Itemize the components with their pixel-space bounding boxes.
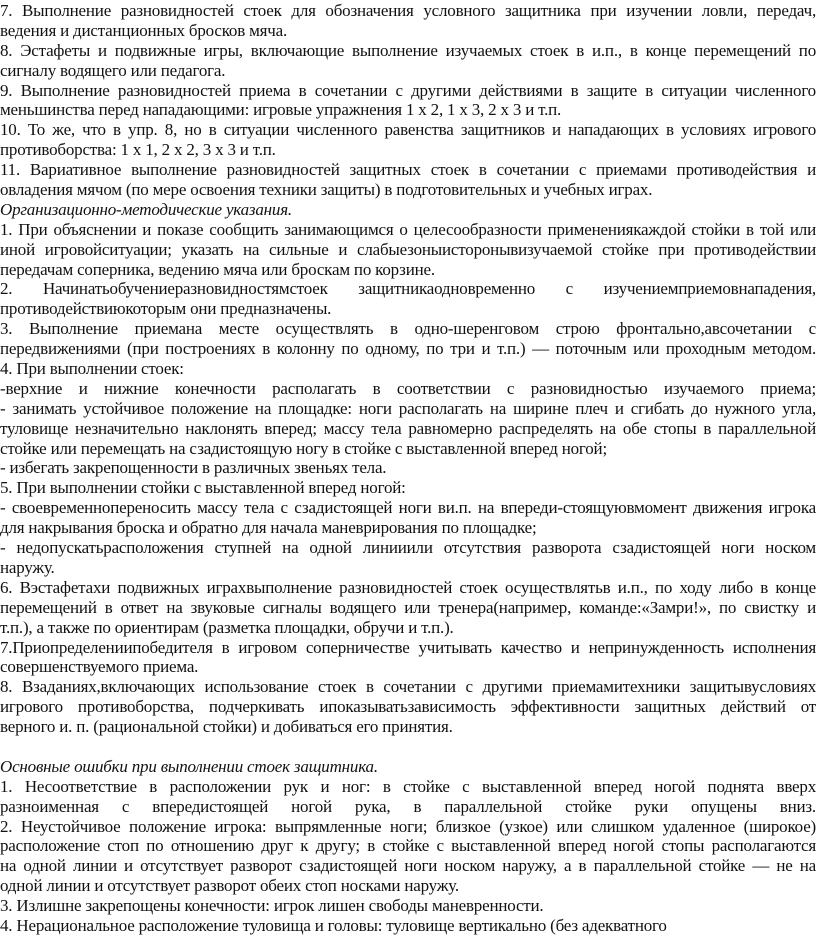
text-line: 4. При выполнении стоек: bbox=[0, 359, 184, 379]
text-line: перемещений в ответ на звуковые сигналы водящего или тренера(например, команде:«Замри!», по свистку и bbox=[0, 597, 816, 617]
section-heading-line: Организационно-методические указания. bbox=[0, 199, 292, 219]
text-line: 8. Эстафеты и подвижные игры, включающие выполнение изучаемых стоек в и.п., в конце перемещений по bbox=[0, 40, 816, 60]
text-line: -верхние и нижние конечности располагать в соответствии с разновидностью изучаемого приема; bbox=[0, 378, 816, 398]
text-line: 1. Несоответствие в расположении рук и ног: в стойке с выставленной вперед ногой поднята вверх bbox=[0, 776, 816, 796]
text-line: совершенствуемого приема. bbox=[0, 657, 199, 677]
text-line: разноименная с впередистоящей ногой рука, в параллельной стойке руки опущены вниз. bbox=[0, 796, 816, 816]
text-line: ведения и дистанционных бросков мяча. bbox=[0, 20, 288, 40]
text-line: верного и. п. (рациональной стойки) и добиваться его принятия. bbox=[0, 717, 453, 737]
text-line: 10. То же, что в упр. 8, но в ситуации численного равенства защитников и нападающих в условиях игрового bbox=[0, 120, 816, 140]
text-line: стойке или перемещать на сзадистоящую ногу в стойке с выставленной вперед ногой; bbox=[0, 438, 607, 458]
text-line: 11. Вариативное выполнение разновидностей защитных стоек в сочетании с приемами противодействия и bbox=[0, 160, 816, 180]
text-line: передвижениями (при построениях в колонну по одному, по три и т.п.) — поточным или проходным методом. bbox=[0, 339, 816, 359]
text-line: на одной линии и отсутствует разворот сзадистоящей ноги носком наружу, а в параллельной стойке — не на bbox=[0, 856, 816, 876]
text-line: игрового противоборства, подчеркивать ипоказыватьзависимость эффективности защитных действий от bbox=[0, 697, 816, 717]
text-line: 5. При выполнении стойки с выставленной вперед ногой: bbox=[0, 478, 406, 498]
text-line: меньшинства перед нападающими: игровые упражнения 1 х 2, 1 х 3, 2 х 3 и т.п. bbox=[0, 100, 562, 120]
text-line: 3. Излишне закрепощены конечности: игрок лишен свободы маневренности. bbox=[0, 896, 544, 916]
text-line: - своевременнопереносить массу тела с сзадистоящей ноги ви.п. на впереди-стоящуювмомент движения игрока bbox=[0, 498, 816, 518]
text-line: противоборства: 1 х 1, 2 х 2, 3 х 3 и т.п. bbox=[0, 140, 276, 160]
text-line: - избегать закрепощенности в различных звеньях тела. bbox=[0, 458, 387, 478]
section-heading-line: Основные ошибки при выполнении стоек защитника. bbox=[0, 756, 378, 776]
text-line: 2. Неустойчивое положение игрока: выпрямленные ноги; близкое (узкое) или слишком удаленное (широкое) bbox=[0, 816, 816, 836]
text-line: 3. Выполнение приемана месте осуществлять в одно-шеренговом строю фронтально,авсочетании с bbox=[0, 319, 816, 339]
text-line: 2. Начинатьобучениеразновидностямстоек защитникаодновременно с изучениемприемовнападения, bbox=[0, 279, 816, 299]
text-line: передачам соперника, ведению мяча или броскам по корзине. bbox=[0, 259, 435, 279]
text-line: противодействиюкоторым они предназначены. bbox=[0, 299, 332, 319]
text-line: 7.Приопределениипобедителя в игровом соперничестве учитывать качество и непринужденность исполнения bbox=[0, 637, 816, 657]
text-line: 7. Выполнение разновидностей стоек для обозначения условного защитника при изучении ловли, передач, bbox=[0, 1, 816, 20]
text-line: 6. Вэстафетахи подвижных играхвыполнение разновидностей стоек осуществлятьв и.п., по ходу либо в конце bbox=[0, 577, 816, 597]
text-line: наружу. bbox=[0, 557, 55, 577]
text-line: сигналу водящего или педагога. bbox=[0, 60, 226, 80]
text-line: овладения мячом (по мере освоения техники защиты) в подготовительных и учебных играх. bbox=[0, 180, 653, 200]
text-line: расположение стоп по отношению друг к другу; в стойке с выставленной вперед ногой стопы располагаются bbox=[0, 836, 816, 856]
text-line: 8. Взаданиях,включающих использование стоек в сочетании с другими приемамитехники защитывусловиях bbox=[0, 677, 816, 697]
text-line: туловище незначительно наклонять вперед; массу тела равномерно распределять на обе стопы в параллельной bbox=[0, 418, 816, 438]
text-line: 9. Выполнение разновидностей приема в сочетании с другими действиями в защите в ситуации численного bbox=[0, 80, 816, 100]
text-line: для накрывания броска и обратно для начала маневрирования по площадке; bbox=[0, 518, 537, 538]
text-line: одной линии и отсутствует разворот обеих стоп носками наружу. bbox=[0, 876, 459, 896]
text-line: - недопускатьрасположения ступней на одной линииили отсутствия разворота сзадистоящей ноги носком bbox=[0, 538, 816, 558]
text-line: иной игровойситуации; указать на сильные и слабыезоныисторонывизучаемой стойке при противодействии bbox=[0, 239, 816, 259]
blank-line bbox=[0, 737, 816, 757]
text-line: 4. Нерациональное расположение туловища и головы: туловище вертикально (без адекватного bbox=[0, 915, 667, 935]
text-line: т.п.), а также по ориентирам (разметка площадки, обручи и т.п.). bbox=[0, 617, 454, 637]
text-line: - занимать устойчивое положение на площадке: ноги располагать на ширине плеч и сгибать до нужного угла, bbox=[0, 398, 816, 418]
text-line: 1. При объяснении и показе сообщить занимающимся о целесообразности применениякаждой стойки в той или bbox=[0, 219, 816, 239]
